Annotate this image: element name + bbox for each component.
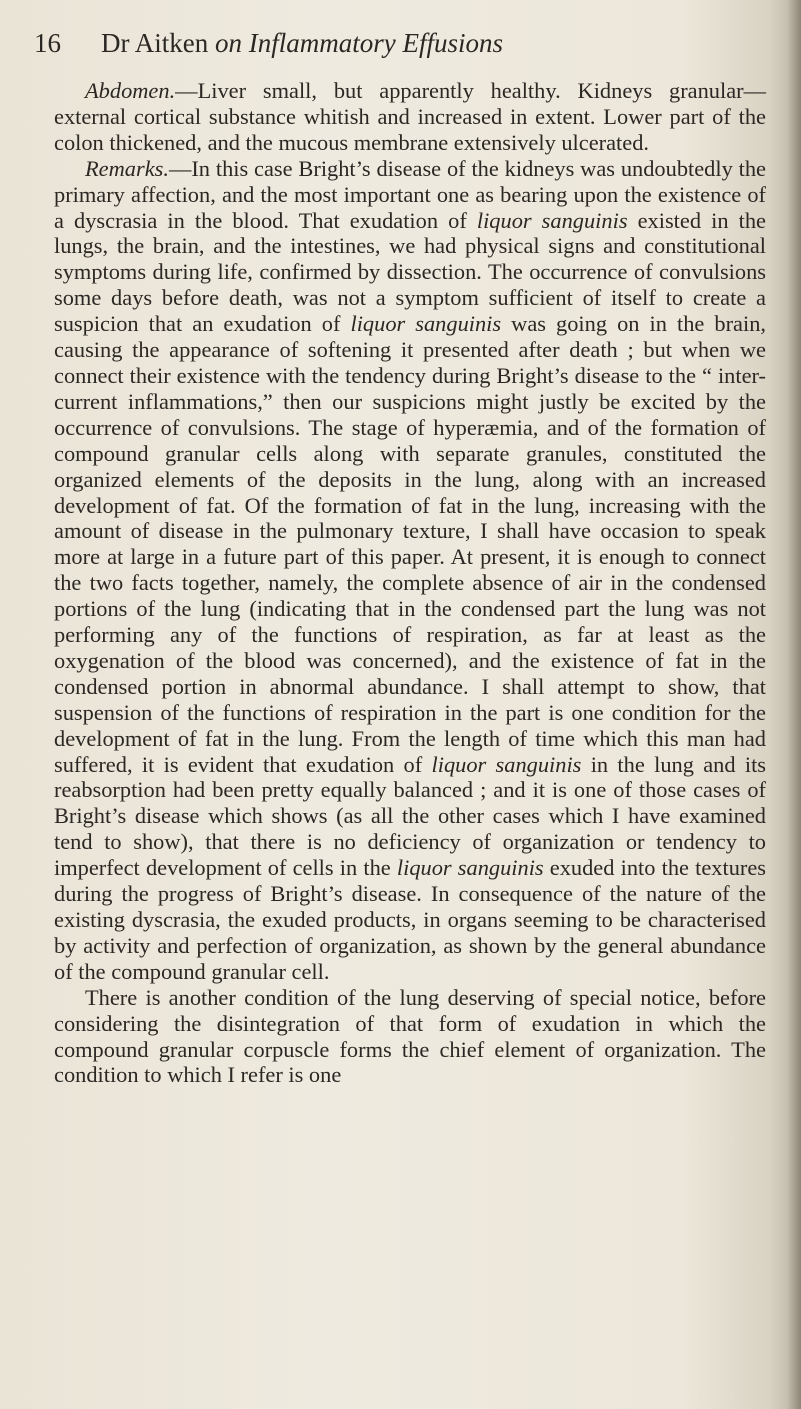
italic-run: liquor sanguinis	[396, 855, 544, 881]
italic-run: liquor sanguinis	[350, 311, 502, 337]
text-run: There is another condition of the lung deserving of special notice, before considering the disintegration of that form of exudation in which the compound granular corpuscle forms the chief element of organization. The condition to which I refer is one	[54, 984, 766, 1088]
paragraph	[54, 156, 766, 985]
text-run: in the lung and its reabsorption had been pretty equally balanced ; and it is one of those cases of Bright’s disease which shows (as all the other cases which I have examined tend to show), that there is no deficiency of organization or tendency to imperfect development of cells in the	[54, 751, 767, 881]
page-number: 16	[34, 28, 61, 58]
italic-run: liquor sanguinis	[476, 207, 628, 233]
italic-run: Remarks.	[85, 155, 169, 181]
body-text	[54, 78, 766, 1088]
text-run: was going on in the brain, causing the appearance of softening it presented after death ; but when we connect their existence with the tendency during Bright’s disease to the “ inter-current inflammations,” then our suspicions might justly be excited by the occurrence of convulsions. The stage of hyperæmia, and of the formation of compound granular cells along with separate granules, constituted the organized elements of the deposits in the lung, along with an increased development of fat. Of the formation of fat in the lung, increasing with the amount of disease in the pulmonary texture, I shall have occasion to speak more at large in a future part of this paper. At present, it is enough to connect the two facts together, namely, the complete absence of air in the condensed portions of the lung (indicating that in the condensed part the lung was not performing any of the functions of respiration, as far at least as the oxygenation of the blood was concerned), and the existence of fat in the condensed portion in abnormal abundance. I shall attempt to show, that suspension of the functions of respiration in the part is one condition for the development of fat in the lung. From the length of time which this man had suffered, it is evident that exudation of	[54, 311, 766, 777]
paragraph	[54, 985, 766, 1089]
text-run: exuded into the textures during the progress of Bright’s disease. In consequence of the nature of the existing dyscrasia, the exuded products, in organs seeming to be characterised by activity and perfection of organization, as shown by the general abundance of the compound granular cell.	[54, 855, 766, 984]
text-run: —In this case Bright’s disease of the kidneys was undoubtedly the primary affection, and the most important one as bearing upon the existence of a dyscrasia in the blood. That exudation of	[54, 155, 766, 233]
text-run: existed in the lungs, the brain, and the intestines, we had physical signs and constitutional symptoms during life, confirmed by dissection. The occurrence of convulsions some days before death, was not a symptom sufficient of itself to create a suspicion that an exudation of	[54, 207, 766, 337]
italic-run: Abdomen.	[85, 78, 176, 103]
running-head-connector: on	[215, 28, 242, 58]
page-edge-shadow	[787, 0, 801, 1409]
paragraph	[54, 78, 766, 156]
running-head-subject: Inflammatory Effusions	[248, 28, 503, 58]
italic-run: liquor sanguinis	[431, 751, 582, 777]
running-header	[0, 0, 801, 80]
running-head-title	[101, 28, 503, 59]
running-head-author: Dr Aitken	[101, 28, 209, 58]
text-run: —Liver small, but apparently healthy. Kidneys granular—external cortical substance whitish and increased in extent. Lower part of the colon thickened, and the mucous membrane extensively ulcerated.	[54, 78, 766, 155]
